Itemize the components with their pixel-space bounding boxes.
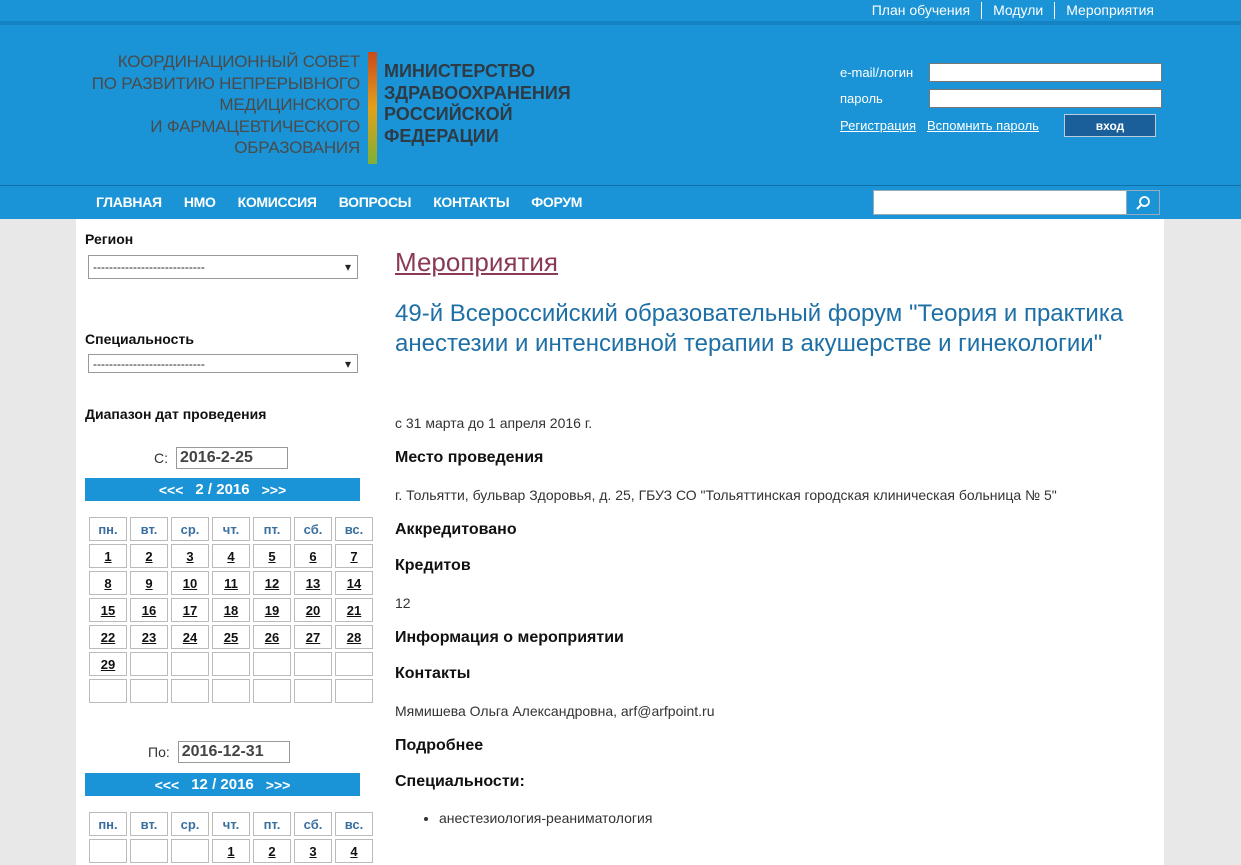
calendar-empty-cell [212, 652, 250, 676]
calendar-day[interactable] [89, 652, 127, 676]
calendar-day[interactable] [212, 571, 250, 595]
calendar-empty-cell [130, 679, 168, 703]
login-form [840, 59, 1170, 137]
calendar-week [89, 679, 373, 703]
to-date [148, 741, 290, 763]
calendar-empty-cell [171, 652, 209, 676]
accredited-heading: Аккредитовано [395, 521, 517, 538]
calendar-day-number: 9 [145, 575, 153, 591]
specialties-heading: Специальности: [395, 773, 525, 790]
forgot-password-link[interactable]: Вспомнить пароль [927, 118, 1039, 133]
calendar-1-header [85, 478, 360, 501]
site-header [0, 21, 1241, 185]
calendar-day[interactable] [89, 598, 127, 622]
region-select[interactable]: ---------------------------- ▾ [88, 255, 358, 279]
event-title: 49-й Всероссийский образовательный форум "Теория и практика анестезии и интенсивной терапии в акушерстве и гинекологии" [395, 300, 1124, 357]
calendar-day[interactable] [294, 839, 332, 863]
calendar-day-number: 10 [182, 575, 198, 591]
calendar-day-number: 6 [309, 548, 317, 564]
calendar-day-number: 29 [100, 656, 116, 672]
specialties-list [439, 810, 652, 826]
calendar-day-number: 16 [141, 602, 157, 618]
calendar-day[interactable] [335, 598, 373, 622]
more-heading: Подробнее [395, 737, 484, 754]
calendar-day-number: 4 [350, 843, 358, 859]
top-link-modules[interactable]: Модули [981, 2, 1054, 19]
weekday-header: вс. [335, 517, 373, 541]
weekday-header: сб. [294, 812, 332, 836]
weekday-header: пт. [253, 517, 291, 541]
calendar-day[interactable] [335, 839, 373, 863]
calendar-day-number: 19 [264, 602, 280, 618]
weekday-header: чт. [212, 812, 250, 836]
calendar-day[interactable] [89, 571, 127, 595]
list-item: • анестезиология-реаниматология [439, 810, 652, 826]
calendar-day[interactable] [294, 544, 332, 568]
calendar-day-number: 8 [104, 575, 112, 591]
register-link[interactable]: Регистрация [840, 118, 916, 133]
calendar-empty-cell [171, 679, 209, 703]
calendar-day-number: 27 [305, 629, 321, 645]
calendar-day-number: 13 [305, 575, 321, 591]
main-nav [0, 185, 1241, 219]
calendar-empty-cell [335, 652, 373, 676]
logo-stripe [368, 52, 377, 164]
calendar-1 [86, 514, 376, 706]
calendar-day[interactable] [89, 625, 127, 649]
region-label: Регион [85, 231, 134, 247]
next-month-button[interactable]: >>> [261, 481, 287, 498]
calendar-empty-cell [212, 679, 250, 703]
password-input[interactable] [929, 89, 1162, 108]
calendar-day[interactable] [294, 571, 332, 595]
calendar-day-number: 26 [264, 629, 280, 645]
calendar-day[interactable] [212, 625, 250, 649]
calendar-day[interactable] [253, 571, 291, 595]
chevron-down-icon: ▾ [344, 356, 351, 371]
calendar-day-number: 22 [100, 629, 116, 645]
date-range-label: Диапазон дат проведения [85, 406, 267, 422]
calendar-day-number: 20 [305, 602, 321, 618]
weekday-header: чт. [212, 517, 250, 541]
calendar-empty-cell [253, 652, 291, 676]
calendar-2 [86, 809, 376, 865]
weekday-header: вс. [335, 812, 373, 836]
calendar-day[interactable] [335, 625, 373, 649]
calendar-day-number: 3 [309, 843, 317, 859]
calendar-day[interactable] [130, 625, 168, 649]
calendar-day[interactable] [335, 544, 373, 568]
weekday-header: вт. [130, 812, 168, 836]
nav-nmo[interactable]: НМО [183, 194, 216, 210]
weekday-header: пт. [253, 812, 291, 836]
contacts-heading: Контакты [395, 665, 471, 682]
contacts-value: Мямишева Ольга Александровна, arf@arfpoint.ru [395, 703, 715, 719]
calendar-day-number: 24 [182, 629, 198, 645]
calendar-month: 2 / 2016 [195, 481, 250, 498]
calendar-day[interactable] [130, 544, 168, 568]
calendar-empty-cell [130, 839, 168, 863]
prev-month-button[interactable]: <<< [154, 776, 180, 793]
nav-contacts[interactable]: КОНТАКТЫ [433, 194, 510, 210]
weekday-header: ср. [171, 812, 209, 836]
calendar-empty-cell [253, 679, 291, 703]
calendar-day[interactable] [212, 598, 250, 622]
calendar-week [89, 652, 373, 676]
calendar-empty-cell [294, 679, 332, 703]
nav-home[interactable]: ГЛАВНАЯ [96, 194, 162, 210]
to-label: По: [148, 744, 170, 760]
calendar-day-number: 11 [224, 575, 238, 591]
calendar-day-number: 18 [223, 602, 239, 618]
calendar-day[interactable] [171, 571, 209, 595]
calendar-empty-cell [89, 679, 127, 703]
calendar-week [89, 625, 373, 649]
specialty-select[interactable]: ---------------------------- ▾ [88, 354, 358, 373]
email-label: e-mail/логин [840, 64, 914, 80]
calendar-day[interactable] [253, 839, 291, 863]
calendar-day-number: 3 [186, 548, 194, 564]
calendar-empty-cell [335, 679, 373, 703]
calendar-empty-cell [89, 839, 127, 863]
calendar-empty-cell [130, 652, 168, 676]
search-button[interactable] [1127, 190, 1160, 215]
calendar-day[interactable] [212, 839, 250, 863]
calendar-day[interactable] [294, 625, 332, 649]
search-box [873, 190, 1160, 215]
calendar-day-number: 23 [141, 629, 157, 645]
calendar-day-number: 14 [346, 575, 362, 591]
calendar-week [89, 544, 373, 568]
calendar-day-number: 12 [264, 575, 280, 591]
weekday-header: пн. [89, 517, 127, 541]
nav-forum[interactable]: ФОРУМ [531, 194, 583, 210]
calendar-empty-cell [294, 652, 332, 676]
credits-value: 12 [395, 595, 411, 611]
calendar-day[interactable] [171, 598, 209, 622]
calendar-day-number: 4 [227, 548, 235, 564]
chevron-down-icon: ▾ [344, 260, 351, 274]
calendar-day[interactable] [294, 598, 332, 622]
password-label: пароль [840, 90, 883, 106]
weekday-header: пн. [89, 812, 127, 836]
calendar-day-number: 21 [346, 602, 362, 618]
calendar-day-number: 7 [350, 548, 358, 564]
calendar-day[interactable] [212, 544, 250, 568]
calendar-day-number: 1 [227, 843, 235, 859]
from-label: С: [154, 450, 168, 466]
specialty-label: Специальность [85, 331, 194, 347]
calendar-week [89, 598, 373, 622]
calendar-day-number: 1 [104, 548, 112, 564]
calendar-week [89, 839, 373, 863]
calendar-day-number: 5 [268, 548, 276, 564]
breadcrumb-events[interactable]: Мероприятия [395, 247, 558, 277]
email-input[interactable] [929, 63, 1162, 82]
to-date-input[interactable] [178, 741, 290, 763]
search-icon [1135, 195, 1151, 211]
weekday-header: вт. [130, 517, 168, 541]
calendar-day-number: 17 [182, 602, 198, 618]
calendar-day-number: 2 [145, 548, 153, 564]
calendar-month: 12 / 2016 [191, 776, 254, 793]
login-button[interactable]: вход [1064, 114, 1156, 137]
calendar-day[interactable] [253, 625, 291, 649]
calendar-day[interactable] [253, 598, 291, 622]
weekday-header: ср. [171, 517, 209, 541]
top-link-events[interactable]: Мероприятия [1054, 2, 1165, 19]
top-links [861, 0, 1165, 21]
calendar-day[interactable] [335, 571, 373, 595]
calendar-day[interactable] [171, 625, 209, 649]
calendar-empty-cell [171, 839, 209, 863]
search-input[interactable] [873, 190, 1127, 215]
nav-commission[interactable]: КОМИССИЯ [237, 194, 317, 210]
ministry-logo-text[interactable]: МИНИСТЕРСТВО ЗДРАВООХРАНЕНИЯ РОССИЙСКОЙ ФЕДЕРАЦИИ [384, 61, 571, 146]
event-place: г. Тольятти, бульвар Здоровья, д. 25, ГБУЗ СО "Тольяттинская городская клиническая больница № 5" [395, 487, 1057, 503]
weekday-header: сб. [294, 517, 332, 541]
top-bar [0, 0, 1241, 21]
calendar-day[interactable] [171, 544, 209, 568]
credits-heading: Кредитов [395, 557, 471, 574]
council-logo-text[interactable]: КООРДИНАЦИОННЫЙ СОВЕТ ПО РАЗВИТИЮ НЕПРЕРЫВНОГО МЕДИЦИНСКОГО И ФАРМАЦЕВТИЧЕСКОГО ОБРАЗОВАНИЯ [91, 52, 360, 157]
place-heading: Место проведения [395, 449, 544, 466]
next-month-button[interactable]: >>> [265, 776, 291, 793]
calendar-day[interactable] [130, 598, 168, 622]
calendar-day-number: 28 [346, 629, 362, 645]
calendar-week [89, 571, 373, 595]
calendar-day-number: 15 [100, 602, 116, 618]
calendar-day[interactable] [130, 571, 168, 595]
nav-questions[interactable]: ВОПРОСЫ [338, 194, 412, 210]
from-date-input[interactable] [176, 447, 288, 469]
event-dates: с 31 марта до 1 апреля 2016 г. [395, 415, 593, 431]
calendar-day-number: 2 [268, 843, 276, 859]
calendar-day[interactable] [89, 544, 127, 568]
calendar-day[interactable] [253, 544, 291, 568]
page-content [76, 219, 1164, 865]
from-date [154, 447, 288, 469]
prev-month-button[interactable]: <<< [158, 481, 184, 498]
calendar-2-header [85, 773, 360, 796]
top-link-training-plan[interactable]: План обучения [871, 2, 971, 18]
calendar-day-number: 25 [223, 629, 239, 645]
info-heading: Информация о мероприятии [395, 629, 624, 646]
